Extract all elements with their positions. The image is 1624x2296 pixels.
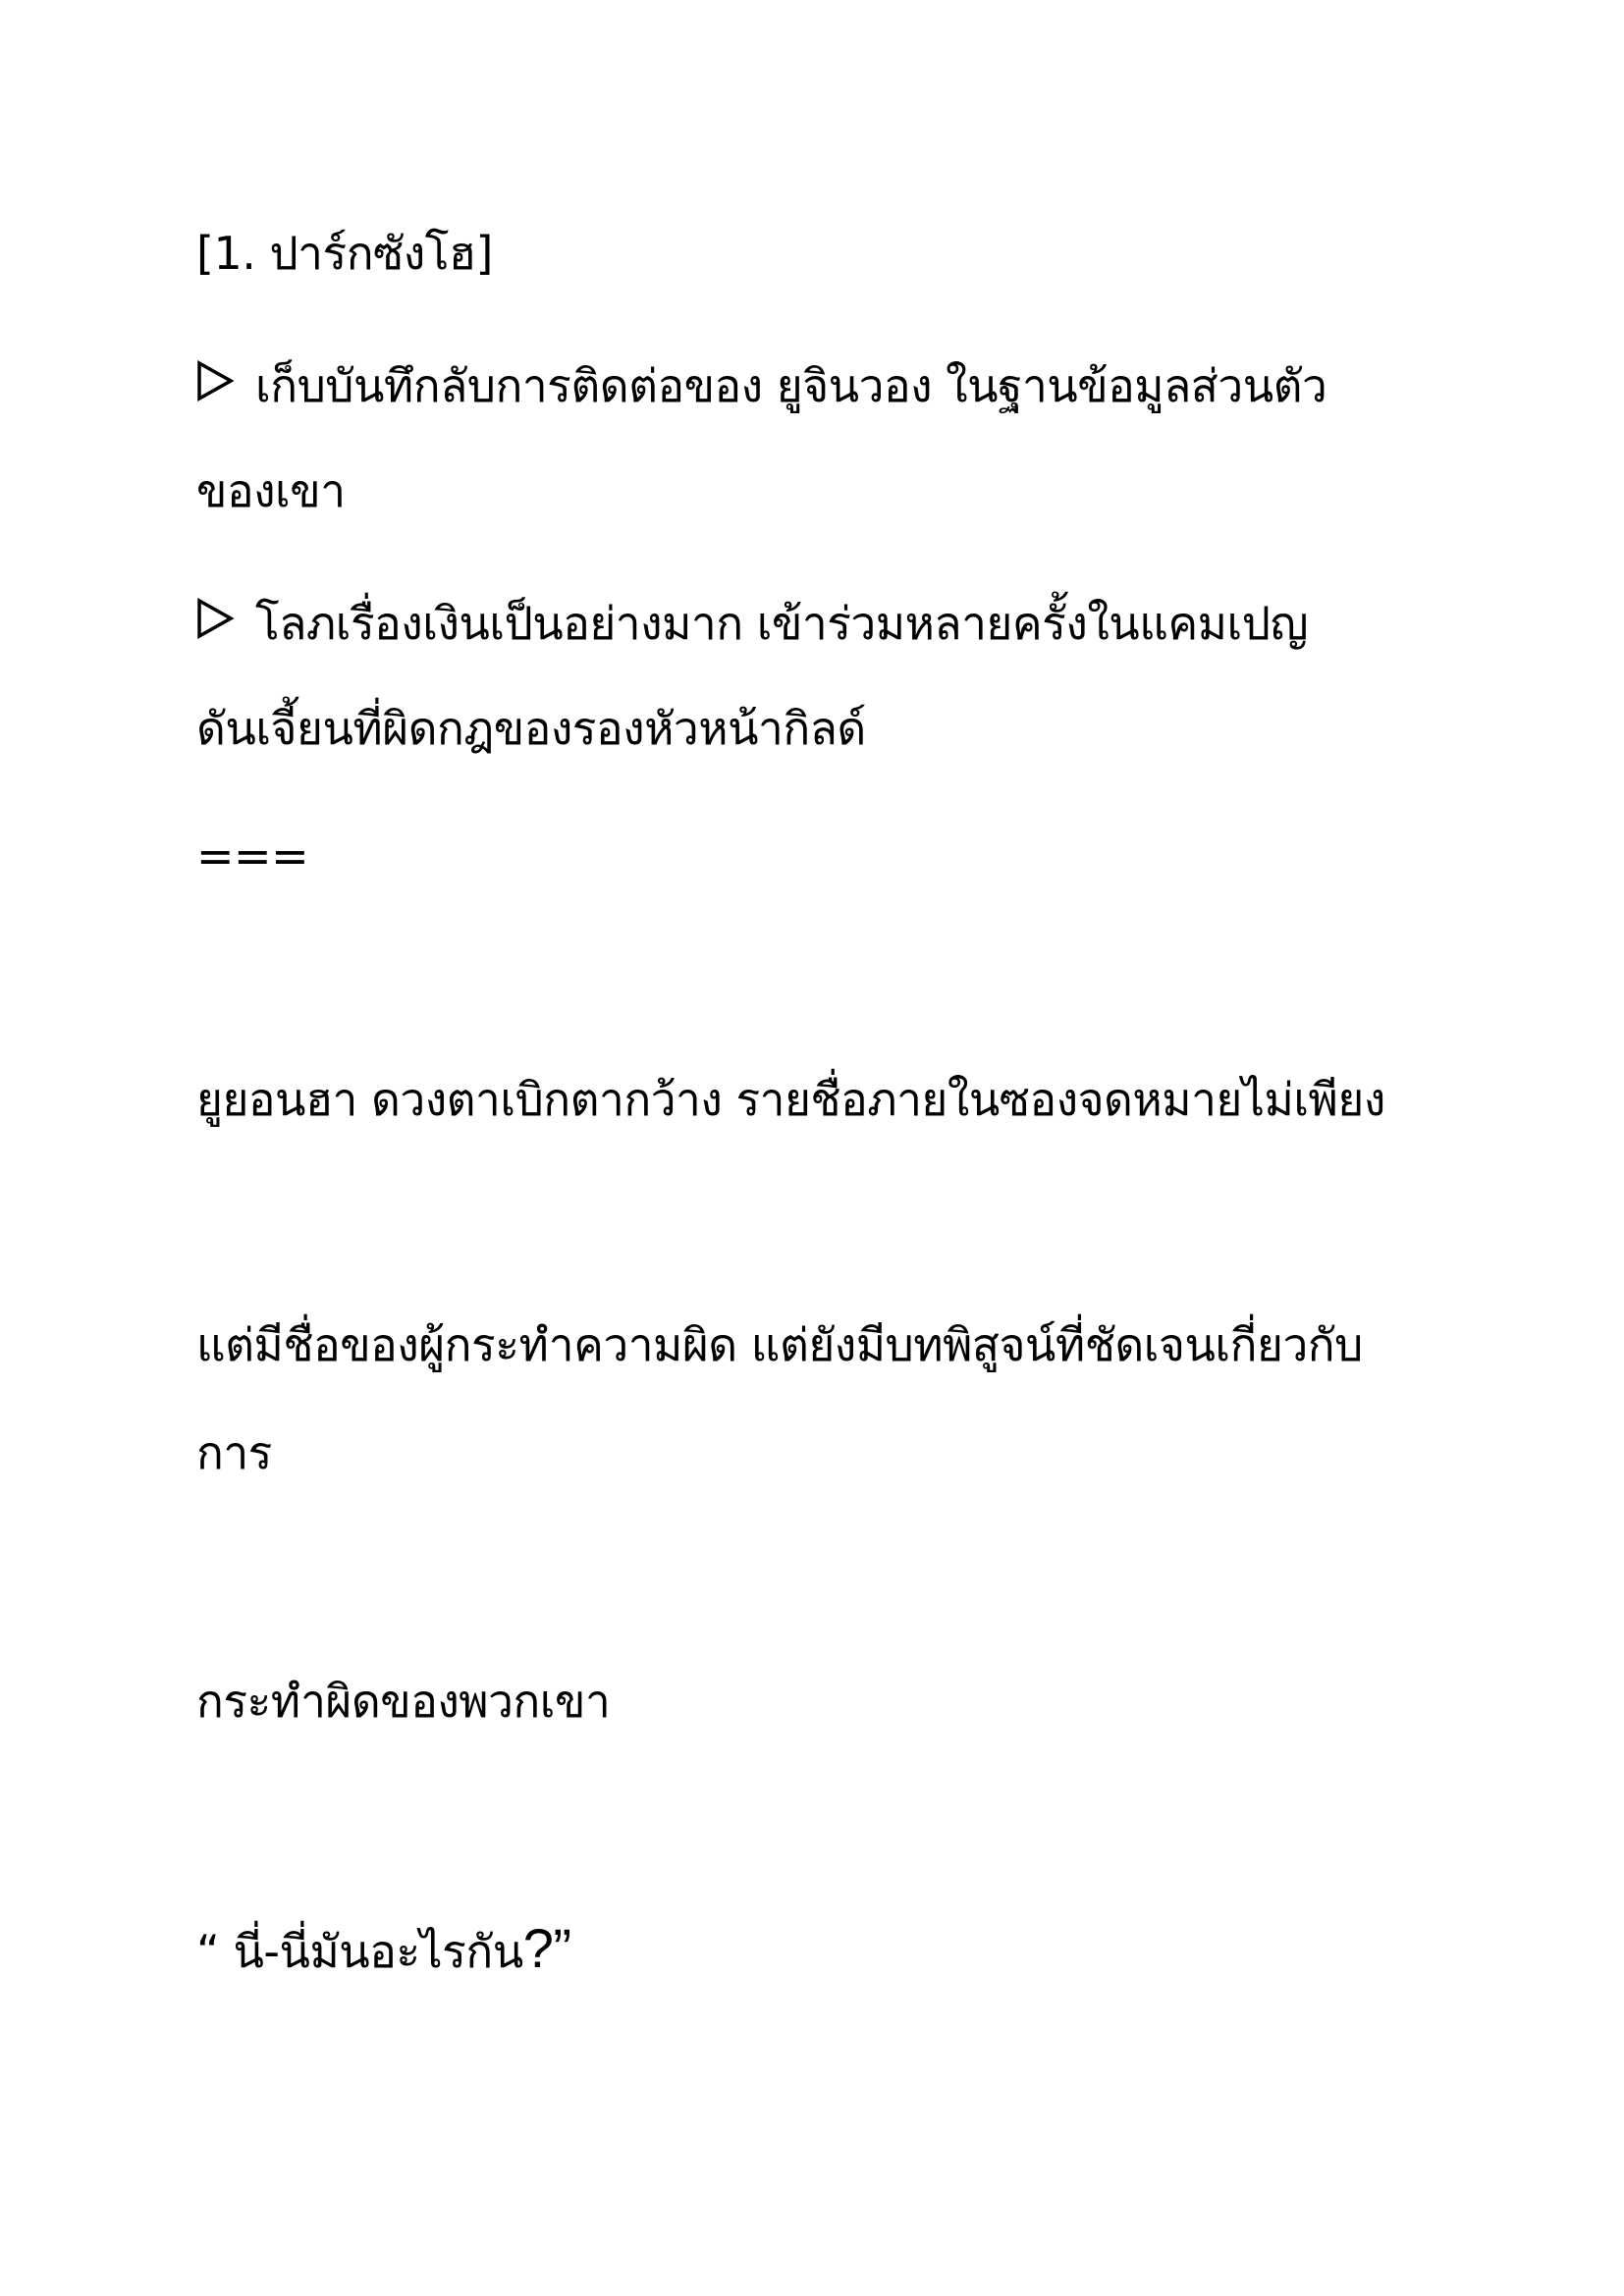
bullet-item-2-text: โลภเรื่องเงินเป็นอย่างมาก เข้าร่วมหลายครั้งในแคมเปญ [255, 597, 1309, 650]
dialogue-text: นี่-นี่มันอะไรกัน [233, 1925, 523, 1978]
dialogue-open-quote: “ [196, 1925, 234, 1978]
bullet-item-2-line-1 [196, 594, 1308, 657]
dialogue-line [196, 1919, 570, 1981]
section-heading: [1. ปาร์กซังโฮ] [196, 227, 493, 280]
outline-triangle-right-icon [196, 594, 234, 653]
paragraph-line-4: กระทำผิดของพวกเขา [196, 1675, 611, 1728]
bullet-item-1-line-1 [196, 356, 1326, 419]
outline-triangle-right-icon [196, 356, 234, 415]
bullet-item-1-line-2: ของเขา [196, 464, 346, 517]
bullet-item-2-line-2: ดันเจี้ยนที่ผิดกฎของรองหัวหน้ากิลด์ [196, 702, 866, 755]
paragraph-line-1: ยูยอนฮา ดวงตาเบิกตากว้าง รายชื่อภายในซองจดหมายไม่เพียง [196, 1073, 1385, 1126]
scene-separator: === [196, 829, 309, 882]
bullet-item-1-text: เก็บบันทึกลับการติดต่อของ ยูจินวอง ในฐานข้อมูลส่วนตัว [255, 359, 1327, 412]
paragraph-line-3: การ [196, 1426, 272, 1479]
dialogue-close: ?” [522, 1917, 571, 1979]
paragraph-line-2: แต่มีชื่อของผู้กระทำความผิด แต่ยังมีบทพิสูจน์ที่ชัดเจนเกี่ยวกับ [196, 1318, 1363, 1371]
